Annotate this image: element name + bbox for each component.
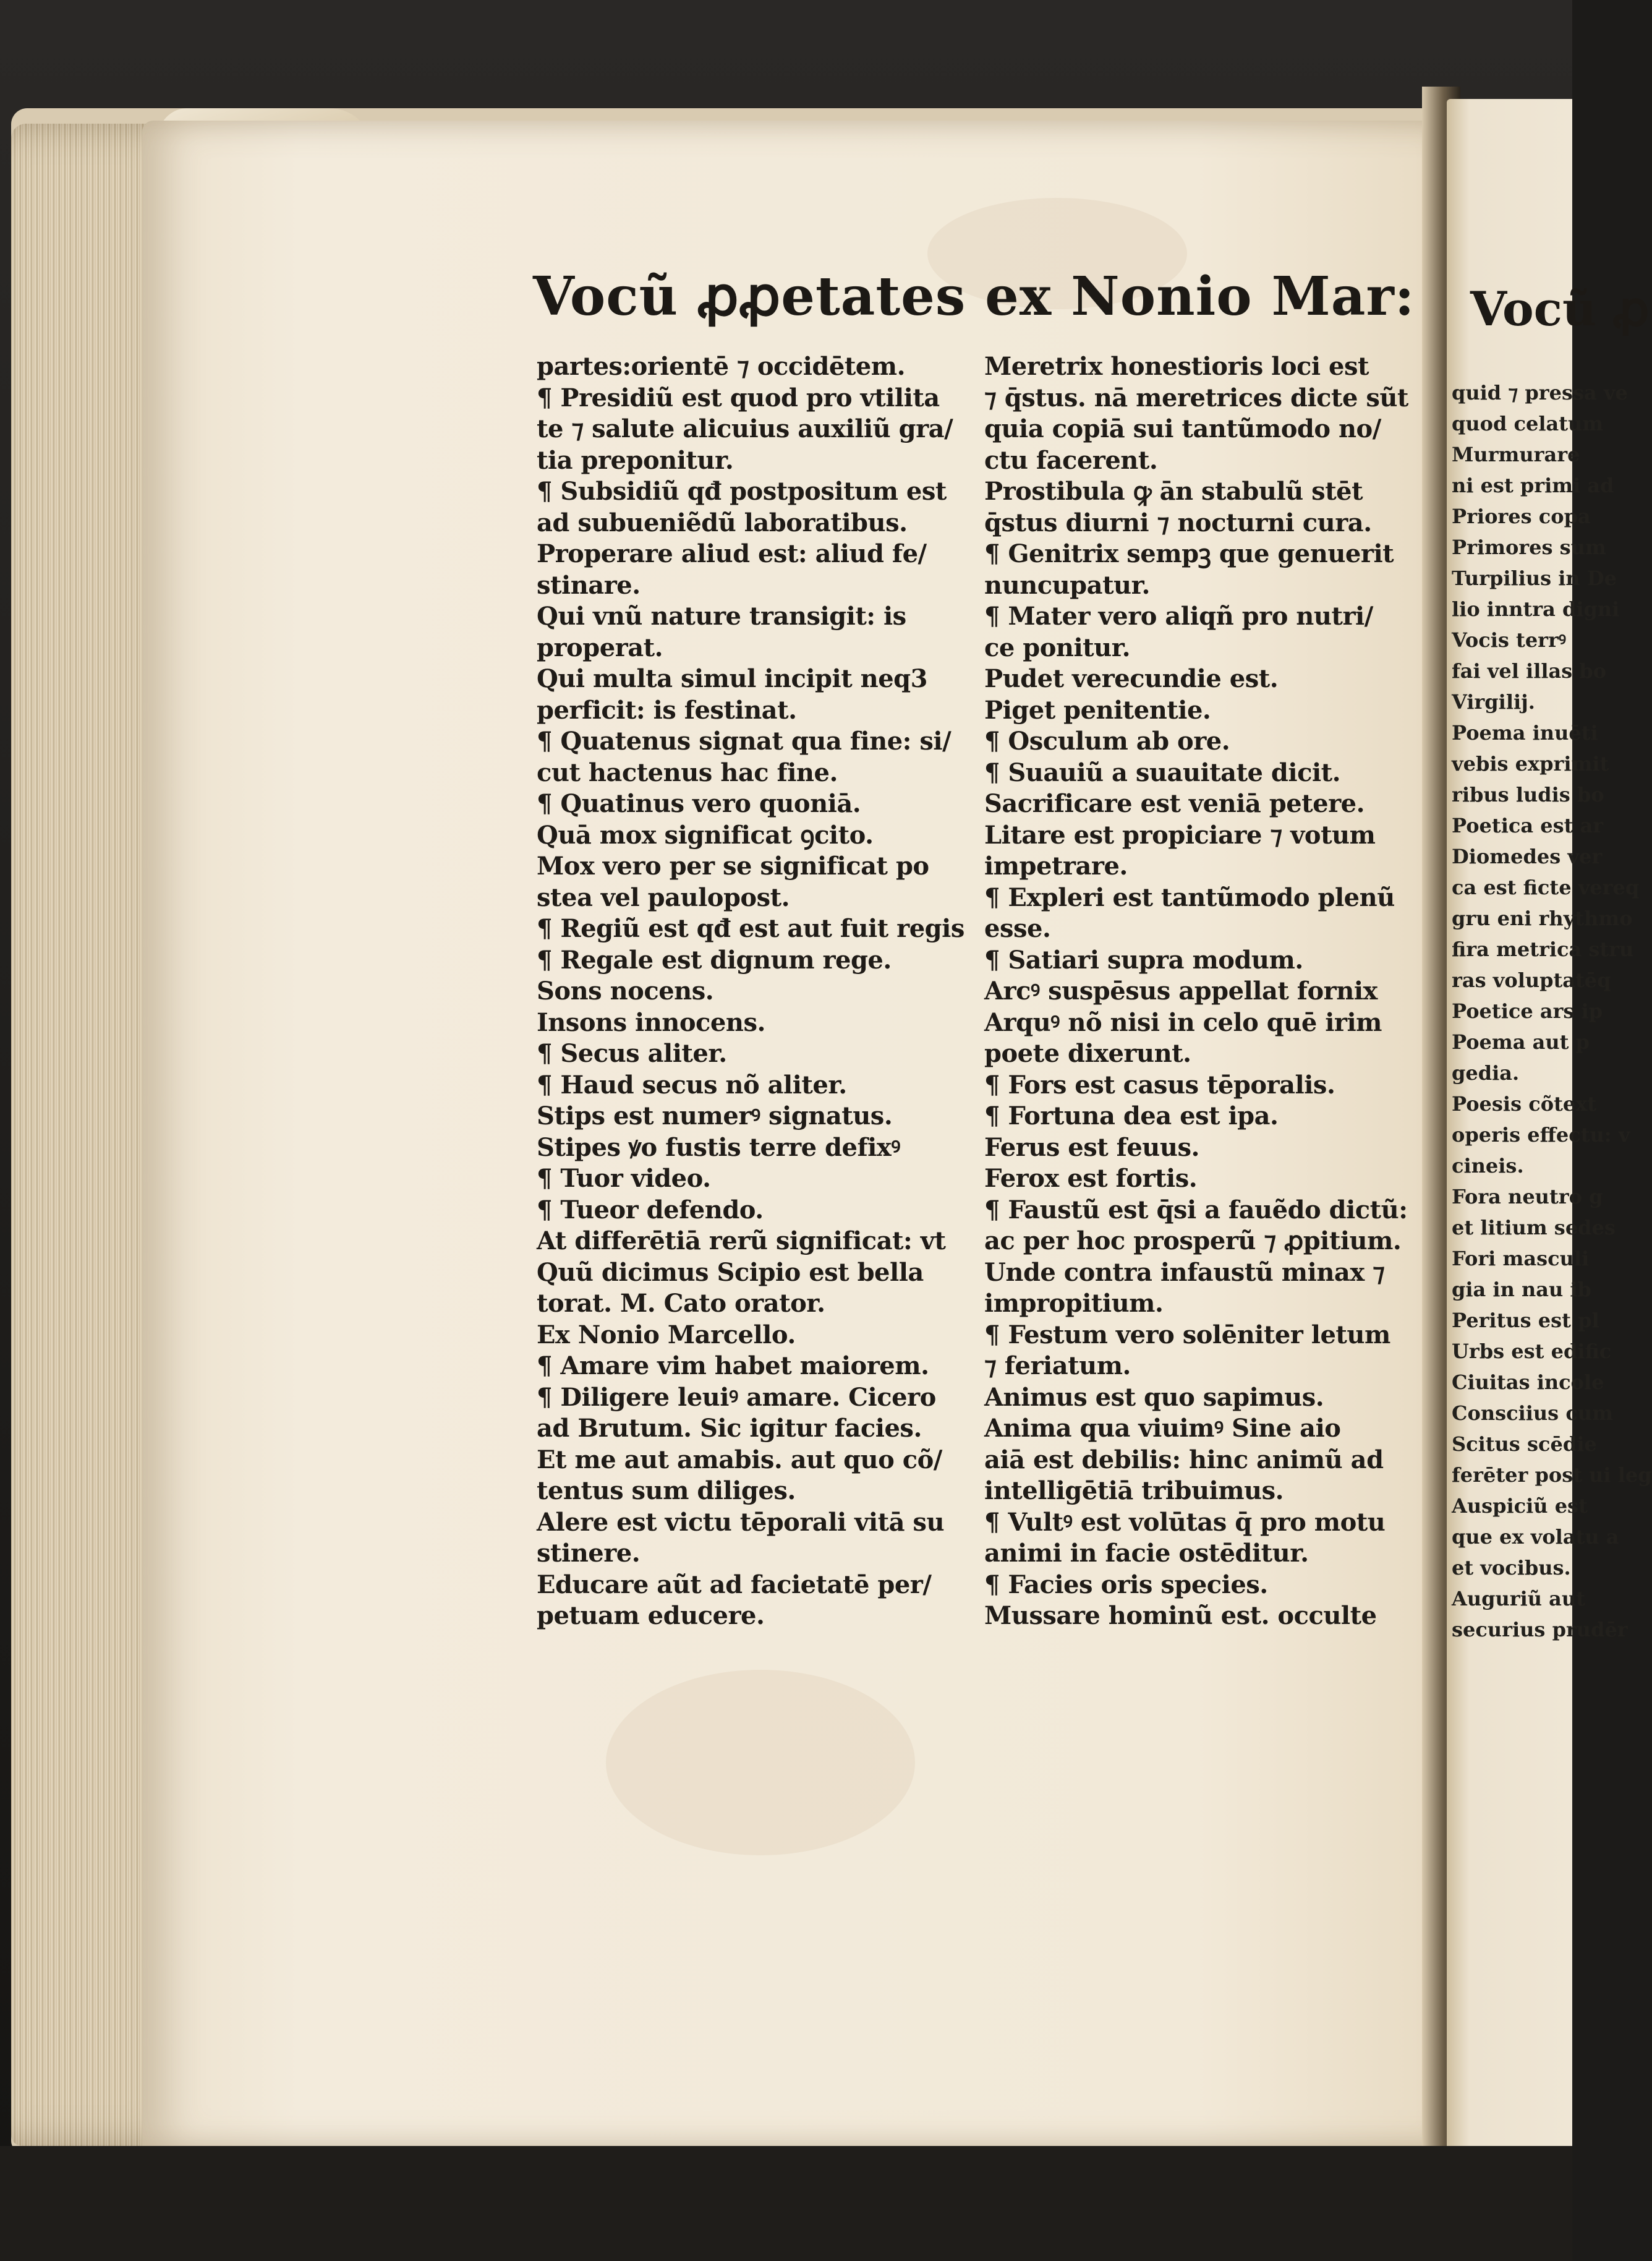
text-line: intelligētiā tribuimus. — [984, 1476, 1284, 1505]
facing-text-line: gia in nau ib — [1452, 1278, 1591, 1301]
text-line: Stipes ꝟo fustis terre defixꝰ — [537, 1132, 900, 1162]
text-line: animi in facie ostēditur. — [984, 1539, 1309, 1568]
text-line: q̄stus diurni ⁊ nocturni cura. — [984, 508, 1372, 537]
facing-text-line: gedia. — [1452, 1061, 1520, 1085]
text-line: Sacrificare est veniā petere. — [984, 789, 1365, 818]
text-line: ¶ Facies oris species. — [984, 1570, 1268, 1599]
facing-text-line: ni est primi ad — [1452, 474, 1614, 497]
text-line: Animus est quo sapimus. — [984, 1382, 1324, 1412]
text-line: ac per hoc prosperũ ⁊ ꝓpitium. — [984, 1226, 1402, 1255]
text-line: stinare. — [537, 570, 641, 600]
text-line: ce ponitur. — [984, 633, 1131, 662]
text-line: perficit: is festinat. — [537, 695, 797, 725]
facing-text-line: fai vel illas bo — [1452, 659, 1607, 683]
text-line: Insons innocens. — [537, 1007, 765, 1037]
text-line: ¶ Fors est casus tēporalis. — [984, 1070, 1335, 1100]
text-line: Properare aliud est: aliud fe/ — [537, 539, 927, 568]
text-line: ⁊ feriatum. — [984, 1351, 1131, 1380]
facing-text-line: ca est ficte vereq — [1452, 876, 1640, 899]
left-column — [537, 351, 969, 1632]
text-line: ¶ Amare vim habet maiorem. — [537, 1351, 929, 1380]
text-line: ctu facerent. — [984, 445, 1158, 475]
facing-text-line: Fori masculi — [1452, 1247, 1590, 1270]
text-line: ¶ Vultꝰ est volūtas q̄ pro motu — [984, 1507, 1386, 1537]
facing-text-line: operis effectu: v — [1452, 1123, 1630, 1147]
text-line: ⁊ q̄stus. nā meretrices dicte sũt — [984, 383, 1408, 412]
text-line: ¶ Suauiũ a suauitate dicit. — [984, 758, 1341, 787]
text-line: Ex Nonio Marcello. — [537, 1320, 796, 1349]
text-line: properat. — [537, 633, 663, 662]
facing-text-line: securius prudēr — [1452, 1618, 1628, 1641]
text-line: ¶ Festum vero solēniter letum — [984, 1320, 1390, 1349]
text-line: Unde contra infaustũ minax ⁊ — [984, 1257, 1385, 1287]
paper-stain — [606, 1670, 915, 1855]
text-line: ¶ Genitrix sempꝫ que genuerit — [984, 539, 1394, 568]
facing-text-line: lio inntra digni — [1452, 597, 1620, 621]
facing-text-line: et vocibus. — [1452, 1556, 1571, 1579]
text-line: Qui multa simul incipit neq3 — [537, 664, 927, 693]
facing-text-line: Scitus scēdie — [1452, 1432, 1597, 1456]
text-line: te ⁊ salute alicuius auxiliũ gra/ — [537, 414, 953, 443]
text-line: Litare est propiciare ⁊ votum — [984, 820, 1376, 850]
text-line: ¶ Presidiũ est quod pro vtilita — [537, 383, 940, 412]
text-line: ¶ Subsidiũ qđ postpositum est — [537, 477, 947, 506]
text-line: At differētiā rerũ significat: vt — [537, 1226, 946, 1255]
facing-text-line: ribus ludis bo — [1452, 783, 1604, 806]
text-line: ad Brutum. Sic igitur facies. — [537, 1414, 922, 1443]
facing-text-line: ras voluptatēq — [1452, 968, 1611, 992]
text-line: Alere est victu tēporali vitā su — [537, 1507, 945, 1537]
facing-text-line: Turpilius in De — [1452, 566, 1617, 590]
facing-text-line: quod celatum — [1452, 412, 1604, 435]
facing-text-line: Diomedes ver — [1452, 845, 1603, 868]
text-line: ¶ Fortuna dea est ipa. — [984, 1101, 1279, 1130]
facing-text-line: cineis. — [1452, 1154, 1524, 1178]
text-line: stea vel paulopost. — [537, 883, 790, 912]
text-line: quia copiā sui tantũmodo no/ — [984, 414, 1381, 443]
text-line: ¶ Diligere leuiꝰ amare. Cicero — [537, 1382, 936, 1412]
text-line: Pudet verecundie est. — [984, 664, 1279, 693]
text-line: Qui vnũ nature transigit: is — [537, 602, 906, 631]
text-line: ¶ Quatenus signat qua fine: si/ — [537, 727, 952, 756]
text-line: ¶ Satiari supra modum. — [984, 945, 1303, 975]
text-line: partes:orientē ⁊ occidētem. — [537, 352, 905, 381]
facing-text-line: fira metrica stru — [1452, 938, 1634, 961]
facing-text-line: et litium sedes — [1452, 1216, 1616, 1239]
text-line: Ferus est feuus. — [984, 1132, 1199, 1162]
facing-text-line: Auspiciũ est — [1452, 1494, 1588, 1518]
facing-text-line: Poema inuēti — [1452, 721, 1598, 745]
text-line: tia preponitur. — [537, 445, 734, 475]
text-line: cut hactenus hac fine. — [537, 758, 838, 787]
text-line: Quũ dicimus Scipio est bella — [537, 1257, 924, 1287]
text-line: Piget penitentie. — [984, 695, 1211, 725]
text-line: ¶ Faustũ est q̄si a fauẽdo dictũ: — [984, 1195, 1408, 1225]
text-line: poete dixerunt. — [984, 1039, 1191, 1068]
text-line: ad subueniẽdũ laboratibus. — [537, 508, 908, 537]
facing-text-line: Primores sum — [1452, 536, 1606, 559]
text-line: ¶ Secus aliter. — [537, 1039, 727, 1068]
text-line: ¶ Mater vero aliqñ pro nutri/ — [984, 602, 1373, 631]
text-line: stinere. — [537, 1539, 641, 1568]
text-line: Et me aut amabis. aut quo cõ/ — [537, 1445, 942, 1474]
facing-text-line: Urbs est edific — [1452, 1340, 1612, 1363]
text-line: ¶ Tuor video. — [537, 1164, 711, 1193]
facing-text-line: Poesis cõtext — [1452, 1092, 1597, 1116]
facing-text-line: Poetice ars ip — [1452, 999, 1603, 1023]
facing-text-line: gru eni rhythmo — [1452, 907, 1633, 930]
facing-text-line: Fora neutro g — [1452, 1185, 1603, 1208]
facing-text-line: Poema aut p — [1452, 1030, 1590, 1054]
text-line: impropitium. — [984, 1289, 1164, 1318]
text-line: nuncupatur. — [984, 570, 1150, 600]
facing-text-line: Peritus est pl — [1452, 1309, 1599, 1332]
facing-text-line: ferēter post ui leg — [1452, 1463, 1652, 1487]
facing-text-line: quid ⁊ pressa ve — [1452, 381, 1628, 404]
text-line: impetrare. — [984, 852, 1128, 881]
text-line: Sons nocens. — [537, 977, 714, 1006]
text-line: Quā mox significat ꝯcito. — [537, 820, 874, 850]
text-line: ¶ Regale est dignum rege. — [537, 945, 892, 975]
facing-text-line: Murmurare — [1452, 443, 1580, 466]
text-line: Prostibula ꝙ ān stabulũ stēt — [984, 477, 1363, 506]
text-line: Anima qua viuimꝰ Sine aio — [984, 1414, 1341, 1443]
facing-text-line: vebis exprimit — [1452, 752, 1609, 776]
text-line: ¶ Haud secus nõ aliter. — [537, 1070, 847, 1100]
text-line: aiā est debilis: hinc animũ ad — [984, 1445, 1384, 1474]
text-line: Meretrix honestioris loci est — [984, 352, 1369, 381]
text-line: ¶ Quatinus vero quoniā. — [537, 789, 861, 818]
right-column — [984, 351, 1417, 1632]
text-line: Educare aũt ad facietatē per/ — [537, 1570, 932, 1599]
facing-text-line: Vocis terrꝰ — [1452, 628, 1567, 652]
text-line: esse. — [984, 914, 1051, 943]
facing-text-line: que ex volatu a — [1452, 1525, 1619, 1549]
facing-text-line: Auguriũ aut — [1452, 1587, 1585, 1610]
text-line: ¶ Osculum ab ore. — [984, 727, 1230, 756]
text-line: Mox vero per se significat po — [537, 852, 929, 881]
running-heading: Vocũ ꝓꝓetates ex Nonio Mar: — [533, 265, 1415, 328]
text-line: ¶ Regiũ est qđ est aut fuit regis — [537, 914, 964, 943]
facing-text-line: Poetica est ar — [1452, 814, 1604, 837]
facing-text-line: Consciius cum — [1452, 1401, 1613, 1425]
text-line: Ferox est fortis. — [984, 1164, 1198, 1193]
text-line: petuam educere. — [537, 1601, 765, 1630]
facing-text-line: Virgilij. — [1452, 690, 1535, 714]
text-line: torat. M. Cato orator. — [537, 1289, 825, 1318]
text-line: Stips est numerꝰ signatus. — [537, 1101, 893, 1130]
text-line: ¶ Tueor defendo. — [537, 1195, 764, 1225]
text-line: Mussare hominũ est. occulte — [984, 1601, 1377, 1630]
text-line: ¶ Expleri est tantũmodo plenũ — [984, 883, 1395, 912]
text-line: tentus sum diliges. — [537, 1476, 796, 1505]
facing-text-line: Ciuitas incole — [1452, 1370, 1604, 1394]
facing-page-text — [1452, 377, 1652, 1645]
facing-page-heading: Vocũ ꝓ — [1470, 281, 1650, 336]
facing-text-line: Priores copa — [1452, 505, 1591, 528]
text-line: Arquꝰ nõ nisi in celo quē irim — [984, 1007, 1382, 1037]
text-line: Arcꝰ suspēsus appellat fornix — [984, 977, 1377, 1006]
background-bottom — [0, 2146, 1572, 2261]
